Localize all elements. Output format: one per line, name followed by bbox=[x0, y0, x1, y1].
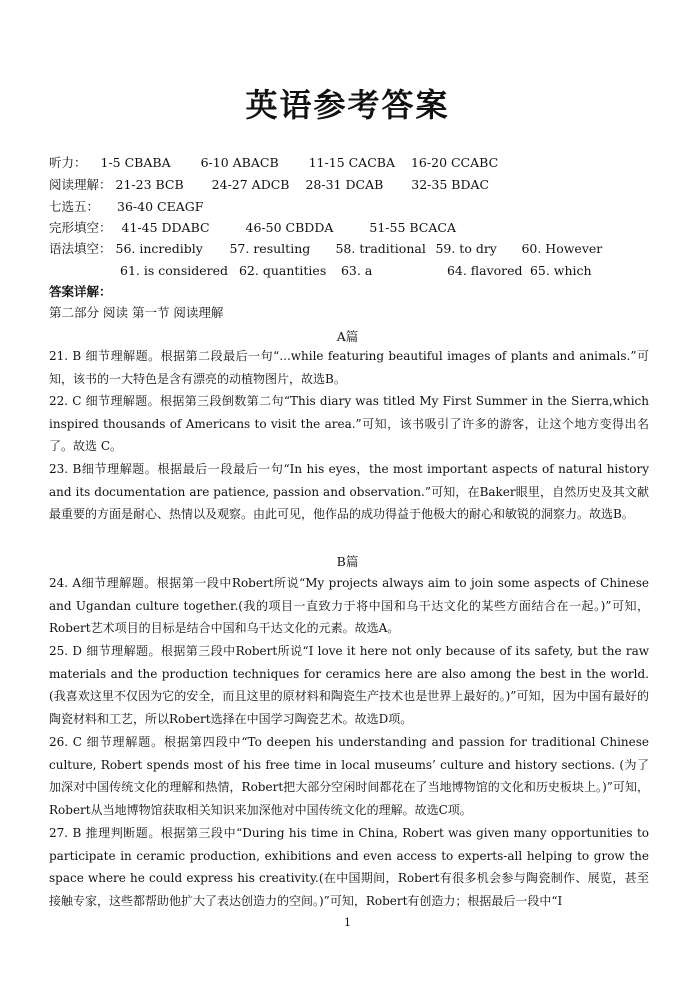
answer-item: 60. However bbox=[521, 241, 603, 256]
answer-group: 1-5 CBABA bbox=[100, 155, 171, 170]
answer-group: 6-10 ABACB bbox=[200, 155, 279, 170]
answer-item: 63. a bbox=[340, 263, 373, 278]
answer-item: 61. is considered bbox=[120, 263, 229, 278]
details-heading: 答案详解： bbox=[49, 284, 112, 299]
answer-group: 41-45 DDABC bbox=[121, 220, 210, 235]
answer-22: 22. C 细节理解题。根据第三段倒数第二句“This diary was titled My First Summer in the Sierra,which inspired thousands of Americans to visit the area.”可知，该书吸引了许多的游客，让这个地方变得出名了。故选 C。 bbox=[49, 394, 649, 453]
answer-item: 65. which bbox=[529, 263, 592, 278]
answer-item: 59. to dry bbox=[435, 241, 497, 256]
answer-group: 32-35 BDAC bbox=[411, 177, 490, 192]
answer-23: 23. B细节理解题。根据最后一段最后一句“In his eyes，the most important aspects of natural history and its documentation are patience, passion and observation.”可知，在Baker眼里，自然历史及其文献最重要的方面是耐心、热情以及观察。由此可见，他作品的成功得益于他极大的耐心和敏锐的洞察力。故选B。 bbox=[49, 462, 649, 521]
answer-item: 57. resulting bbox=[229, 241, 311, 256]
answer-item: 64. flavored bbox=[446, 263, 523, 278]
reading-answers bbox=[49, 177, 489, 193]
answer-item: 56. incredibly bbox=[115, 241, 203, 256]
answer-group: 24-27 ADCB bbox=[211, 177, 290, 192]
answer-group: 51-55 BCACA bbox=[369, 220, 456, 235]
page-title: 英语参考答案 bbox=[245, 86, 450, 124]
answer-24: 24. A细节理解题。根据第一段中Robert所说“My projects always aim to join some aspects of Chinese and Ugandan culture together.(我的项目一直致力于将中国和乌干达文化的某些方面结合在一起。)”可知，Robert艺术项目的目标是结合中国和乌干达文化的元素。故选A。 bbox=[49, 576, 649, 635]
answer-26: 26. C 细节理解题。根据第四段中“To deepen his understanding and passion for traditional Chinese culture, Robert spends most of his free time in local museums’ culture and history sections. (为了加深对中国传统文化的理解和热情，Robert把大部分空闲时间都花在了当地博物馆的文化和历史板块上。)”可知，Robert从当地博物馆获取相关知识来加深他对中国传统文化的理解。故选C项。 bbox=[49, 735, 649, 817]
answer-group: 21-23 BCB bbox=[115, 177, 184, 192]
page-number: 1 bbox=[344, 916, 351, 929]
answer-25: 25. D 细节理解题。根据第三段中Robert所说“I love it here not only because of its safety, but the raw materials and the production techniques for ceramics here are also among the best in the world. (我喜欢这里不仅因为它的安全，而且这里的原材料和陶瓷生产技术也是世界上最好的。)”可知，因为中国有最好的陶瓷材料和工艺，所以Robert选择在中国学习陶瓷艺术。故选D项。 bbox=[49, 644, 649, 726]
section-a-heading: A篇 bbox=[336, 329, 359, 344]
cloze-answers bbox=[49, 220, 456, 236]
answer-group: 16-20 CCABC bbox=[410, 155, 499, 170]
answer-group: 46-50 CBDDA bbox=[245, 220, 334, 235]
answer-27: 27. B 推理判断题。根据第三段中“During his time in China, Robert was given many opportunities to participate in ceramic production, exhibitions and even access to experts-all helping to grow the space where he could express his creativity.(在中国期间，Robert有很多机会参与陶瓷制作、展览，甚至接触专家，这些都帮助他扩大了表达创造力的空间。)”可知，Robert有创造力；根据最后一段中“I bbox=[49, 826, 649, 908]
listening-label: 听力： bbox=[49, 155, 87, 170]
reading-label: 阅读理解： bbox=[49, 177, 112, 192]
listening-answers bbox=[49, 155, 498, 171]
grammar-label: 语法填空： bbox=[49, 241, 112, 256]
grammar-answers-row1 bbox=[49, 241, 602, 257]
answer-group: 36-40 CEAGF bbox=[117, 199, 204, 214]
seven-label: 七选五： bbox=[49, 199, 100, 214]
answer-item: 62. quantities bbox=[238, 263, 327, 278]
section-b-heading: B篇 bbox=[336, 554, 359, 569]
answer-group: 11-15 CACBA bbox=[308, 155, 395, 170]
grammar-answers-row2 bbox=[120, 263, 592, 279]
cloze-label: 完形填空： bbox=[49, 220, 112, 235]
section-line: 第二部分 阅读 第一节 阅读理解 bbox=[49, 305, 224, 320]
answer-group: 28-31 DCAB bbox=[305, 177, 384, 192]
seven-choose-five-answers bbox=[49, 199, 203, 215]
answer-item: 58. traditional bbox=[335, 241, 426, 256]
answer-21: 21. B 细节理解题。根据第二段最后一句“...while featuring beautiful images of plants and animals.”可知，该书的一大特色是含有漂亮的动植物图片，故选B。 bbox=[49, 349, 649, 386]
